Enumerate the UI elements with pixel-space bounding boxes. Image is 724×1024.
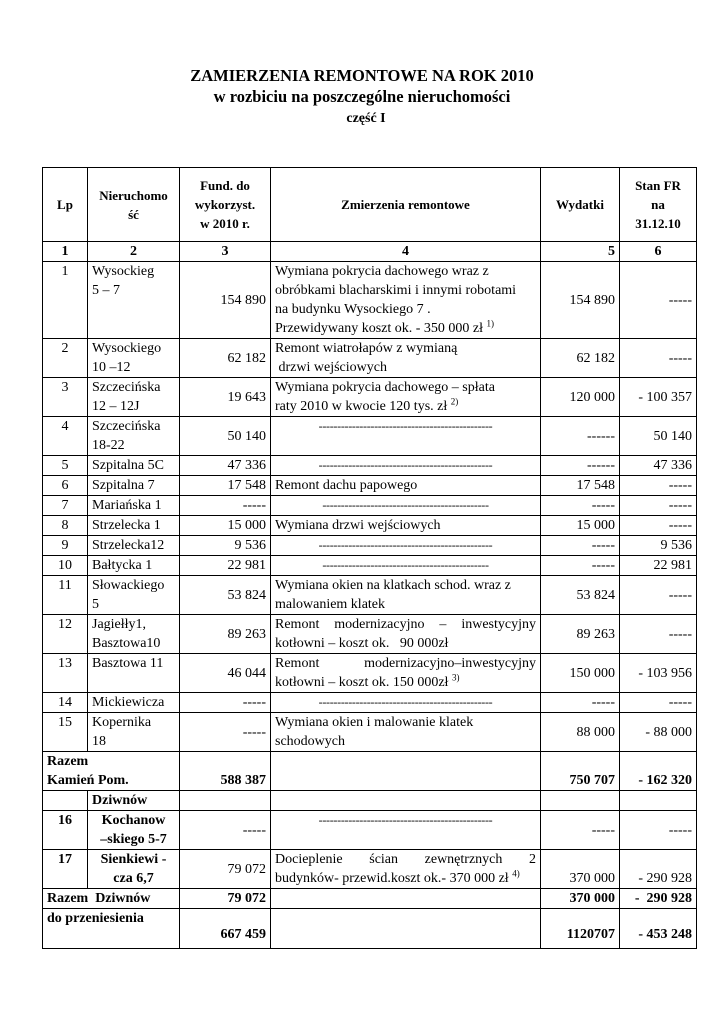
row-expenses: 17 548 bbox=[541, 476, 620, 496]
row-property: Wysockieg 5 – 7 bbox=[88, 262, 180, 339]
row-fund: 17 548 bbox=[180, 476, 271, 496]
total-label: Razem Dziwnów bbox=[43, 889, 180, 909]
row-property: Kopernika 18 bbox=[88, 713, 180, 752]
row-fr-balance: - 100 357 bbox=[620, 378, 697, 417]
footnote-ref: 1) bbox=[486, 318, 495, 329]
document-header bbox=[0, 66, 724, 129]
total-label: Razem Kamień Pom. bbox=[43, 752, 180, 791]
row-description: Wymiana pokrycia dachowego – spłata raty 2010 w kwocie 120 tys. zł $^{2)}$ bbox=[271, 378, 541, 417]
col-header-property: Nieruchomo ść bbox=[88, 168, 180, 242]
row-lp: 10 bbox=[43, 556, 88, 576]
section-row-dziwnow bbox=[43, 791, 697, 811]
row-description-empty: --------------------------------------------- bbox=[271, 496, 541, 516]
row-lp: 6 bbox=[43, 476, 88, 496]
row-description-empty: ----------------------------------------------- bbox=[271, 693, 541, 713]
row-property: Słowackiego 5 bbox=[88, 576, 180, 615]
row-lp: 13 bbox=[43, 654, 88, 693]
row-lp: 8 bbox=[43, 516, 88, 536]
row-lp: 7 bbox=[43, 496, 88, 516]
column-number: 4 bbox=[271, 242, 541, 262]
row-fr-balance: 50 140 bbox=[620, 417, 697, 456]
col-header-fr: Stan FR na 31.12.10 bbox=[620, 168, 697, 242]
total-row-dziwnow bbox=[43, 889, 697, 909]
row-fr-balance: ----- bbox=[620, 811, 697, 850]
table-row bbox=[43, 339, 697, 378]
row-fr-balance: - 88 000 bbox=[620, 713, 697, 752]
document-part: część I bbox=[346, 111, 386, 126]
row-description: Wymiana pokrycia dachowego wraz z obróbkami blacharskimi i innymi robotami na budynku Wysockiego 7 . Przewidywany koszt ok. - 350 000 zł $^{1)}$ bbox=[271, 262, 541, 339]
row-property: Szczecińska 18-22 bbox=[88, 417, 180, 456]
row-description-empty: ----------------------------------------------- bbox=[271, 456, 541, 476]
row-fr-balance: ----- bbox=[620, 339, 697, 378]
row-fr-balance: ----- bbox=[620, 516, 697, 536]
row-fr-balance: - 103 956 bbox=[620, 654, 697, 693]
row-property: Strzelecka12 bbox=[88, 536, 180, 556]
col-header-fund: Fund. do wykorzyst. w 2010 r. bbox=[180, 168, 271, 242]
total-description-empty bbox=[271, 752, 541, 791]
row-fr-balance: ----- bbox=[620, 693, 697, 713]
row-expenses: 88 000 bbox=[541, 713, 620, 752]
row-description-empty: ----------------------------------------------- bbox=[271, 536, 541, 556]
document-subtitle: w rozbiciu na poszczególne nieruchomości bbox=[213, 87, 511, 106]
row-expenses: ----- bbox=[541, 536, 620, 556]
table-row bbox=[43, 615, 697, 654]
row-property: Szpitalna 5C bbox=[88, 456, 180, 476]
table-row bbox=[43, 262, 697, 339]
row-property: Mickiewicza bbox=[88, 693, 180, 713]
column-number: 1 bbox=[43, 242, 88, 262]
row-description: Remont modernizacyjno–inwestycyjny kotłowni – koszt ok. 150 000zł $^{3)}$ bbox=[271, 654, 541, 693]
table-row bbox=[43, 417, 697, 456]
row-fund: 79 072 bbox=[180, 850, 271, 889]
row-expenses: ----- bbox=[541, 496, 620, 516]
row-lp: 17 bbox=[43, 850, 88, 889]
row-description-empty: ----------------------------------------------- bbox=[271, 811, 541, 850]
row-property: Bałtycka 1 bbox=[88, 556, 180, 576]
table-row bbox=[43, 811, 697, 850]
row-expenses: 150 000 bbox=[541, 654, 620, 693]
total-fund: 79 072 bbox=[180, 889, 271, 909]
row-description: Wymiana drzwi wejściowych bbox=[271, 516, 541, 536]
footnote-ref: 3) bbox=[451, 672, 460, 683]
row-expenses: ----- bbox=[541, 811, 620, 850]
row-fr-balance: 47 336 bbox=[620, 456, 697, 476]
carry-over-fund: 667 459 bbox=[180, 909, 271, 949]
column-number: 5 bbox=[541, 242, 620, 262]
row-property: Sienkiewi - cza 6,7 bbox=[88, 850, 180, 889]
row-description: Wymiana okien i malowanie klatek schodowych bbox=[271, 713, 541, 752]
row-property: Jagiełły1, Basztowa10 bbox=[88, 615, 180, 654]
row-expenses: ----- bbox=[541, 556, 620, 576]
total-expenses: 370 000 bbox=[541, 889, 620, 909]
row-lp: 5 bbox=[43, 456, 88, 476]
row-fund: 22 981 bbox=[180, 556, 271, 576]
footnote-ref: 2) bbox=[450, 396, 459, 407]
carry-over-fr-balance: - 453 248 bbox=[620, 909, 697, 949]
row-description: Wymiana okien na klatkach schod. wraz z malowaniem klatek bbox=[271, 576, 541, 615]
row-lp: 1 bbox=[43, 262, 88, 339]
row-expenses: 154 890 bbox=[541, 262, 620, 339]
carry-over-row bbox=[43, 909, 697, 949]
row-expenses: 89 263 bbox=[541, 615, 620, 654]
row-lp: 15 bbox=[43, 713, 88, 752]
row-fund: 154 890 bbox=[180, 262, 271, 339]
row-fund: 9 536 bbox=[180, 536, 271, 556]
row-fund: 47 336 bbox=[180, 456, 271, 476]
row-description-empty: ----------------------------------------------- bbox=[271, 417, 541, 456]
table-row bbox=[43, 850, 697, 889]
row-property: Basztowa 11 bbox=[88, 654, 180, 693]
row-lp: 14 bbox=[43, 693, 88, 713]
row-fr-balance: ----- bbox=[620, 496, 697, 516]
table-row bbox=[43, 496, 697, 516]
table-row bbox=[43, 536, 697, 556]
row-expenses: ------ bbox=[541, 417, 620, 456]
row-fr-balance: 22 981 bbox=[620, 556, 697, 576]
row-fr-balance: ----- bbox=[620, 476, 697, 496]
row-property: Szpitalna 7 bbox=[88, 476, 180, 496]
row-lp: 9 bbox=[43, 536, 88, 556]
row-expenses: ----- bbox=[541, 693, 620, 713]
row-fund: 15 000 bbox=[180, 516, 271, 536]
row-expenses: 53 824 bbox=[541, 576, 620, 615]
row-expenses: 15 000 bbox=[541, 516, 620, 536]
carry-over-label: do przeniesienia bbox=[43, 909, 180, 949]
row-fund: 46 044 bbox=[180, 654, 271, 693]
row-fund: ----- bbox=[180, 496, 271, 516]
column-number-row bbox=[43, 242, 697, 262]
carry-over-expenses: 1120707 bbox=[541, 909, 620, 949]
row-description: Remont modernizacyjno – inwestycyjny kotłowni – koszt ok. 90 000zł bbox=[271, 615, 541, 654]
table-row bbox=[43, 456, 697, 476]
row-description: Remont wiatrołapów z wymianą drzwi wejściowych bbox=[271, 339, 541, 378]
total-expenses: 750 707 bbox=[541, 752, 620, 791]
column-number: 3 bbox=[180, 242, 271, 262]
header-row bbox=[43, 168, 697, 242]
row-lp: 12 bbox=[43, 615, 88, 654]
table-row bbox=[43, 516, 697, 536]
row-property: Strzelecka 1 bbox=[88, 516, 180, 536]
row-lp: 16 bbox=[43, 811, 88, 850]
table-row bbox=[43, 713, 697, 752]
table-row bbox=[43, 693, 697, 713]
col-header-expenses: Wydatki bbox=[541, 168, 620, 242]
total-fr-balance: - 290 928 bbox=[620, 889, 697, 909]
row-fr-balance: - 290 928 bbox=[620, 850, 697, 889]
row-fund: ----- bbox=[180, 713, 271, 752]
row-lp: 11 bbox=[43, 576, 88, 615]
row-fund: ----- bbox=[180, 693, 271, 713]
row-fr-balance: ----- bbox=[620, 615, 697, 654]
row-description: Docieplenie ścian zewnętrznych 2 budynków- przewid.koszt ok.- 370 000 zł $^{4)}$ bbox=[271, 850, 541, 889]
table-row bbox=[43, 556, 697, 576]
row-description-empty: --------------------------------------------- bbox=[271, 556, 541, 576]
table-row bbox=[43, 476, 697, 496]
row-lp: 2 bbox=[43, 339, 88, 378]
row-property: Wysockiego 10 –12 bbox=[88, 339, 180, 378]
row-fr-balance: ----- bbox=[620, 576, 697, 615]
col-header-plans: Zmierzenia remontowe bbox=[271, 168, 541, 242]
row-lp: 4 bbox=[43, 417, 88, 456]
table-row bbox=[43, 654, 697, 693]
row-expenses: 370 000 bbox=[541, 850, 620, 889]
renovation-plan-table bbox=[42, 167, 697, 949]
row-property: Szczecińska 12 – 12J bbox=[88, 378, 180, 417]
row-fund: 50 140 bbox=[180, 417, 271, 456]
column-number: 6 bbox=[620, 242, 697, 262]
row-fr-balance: ----- bbox=[620, 262, 697, 339]
total-fr-balance: - 162 320 bbox=[620, 752, 697, 791]
section-heading: Dziwnów bbox=[88, 791, 180, 811]
document-title: ZAMIERZENIA REMONTOWE NA ROK 2010 bbox=[190, 66, 534, 85]
column-number: 2 bbox=[88, 242, 180, 262]
row-expenses: 120 000 bbox=[541, 378, 620, 417]
row-fund: 19 643 bbox=[180, 378, 271, 417]
row-expenses: 62 182 bbox=[541, 339, 620, 378]
row-fund: 89 263 bbox=[180, 615, 271, 654]
row-fr-balance: 9 536 bbox=[620, 536, 697, 556]
table-row bbox=[43, 378, 697, 417]
row-fund: 62 182 bbox=[180, 339, 271, 378]
row-fund: 53 824 bbox=[180, 576, 271, 615]
row-description: Remont dachu papowego bbox=[271, 476, 541, 496]
table-row bbox=[43, 576, 697, 615]
col-header-lp: Lp bbox=[43, 168, 88, 242]
total-fund: 588 387 bbox=[180, 752, 271, 791]
row-expenses: ------ bbox=[541, 456, 620, 476]
row-property: Mariańska 1 bbox=[88, 496, 180, 516]
row-lp: 3 bbox=[43, 378, 88, 417]
row-fund: ----- bbox=[180, 811, 271, 850]
row-property: Kochanow –skiego 5-7 bbox=[88, 811, 180, 850]
footnote-ref: 4) bbox=[512, 868, 520, 879]
total-row-kamien bbox=[43, 752, 697, 791]
